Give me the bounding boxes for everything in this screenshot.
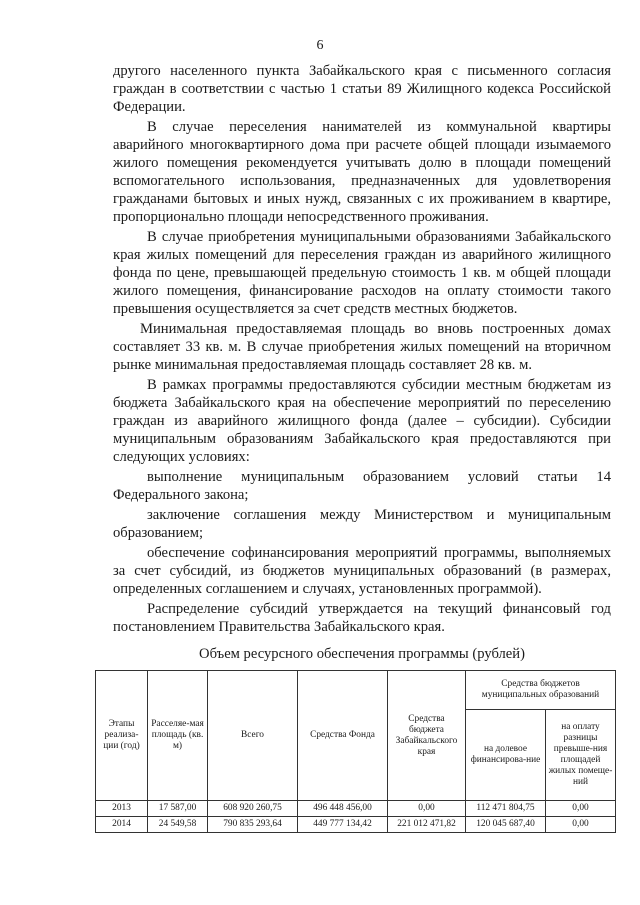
table-title: Объем ресурсного обеспечения программы (рублей)	[199, 646, 525, 662]
header-fund: Средства Фонда	[298, 671, 388, 801]
cell-area: 17 587,00	[148, 801, 208, 817]
header-total: Всего	[208, 671, 298, 801]
cell-share: 120 045 687,40	[466, 817, 546, 833]
header-stage: Этапы реализа-ции (год)	[96, 671, 148, 801]
cell-share: 112 471 804,75	[466, 801, 546, 817]
cell-regional: 0,00	[388, 801, 466, 817]
paragraph: В случае приобретения муниципальными образованиями Забайкальского края жилых помещений для переселения граждан из аварийного жилищного фонда по цене, превышающей предельную стоимость 1 кв. м общей площади жилого помещения, финансирование расходов на оплату стоимости такого превышения осуществляется за счет средств местных бюджетов.	[113, 229, 611, 317]
header-area: Расселяе-мая площадь (кв. м)	[148, 671, 208, 801]
cell-excess: 0,00	[546, 801, 616, 817]
header-regional: Средства бюджета Забайкальского края	[388, 671, 466, 801]
paragraph: Распределение субсидий утверждается на текущий финансовый год постановлением Правительства Забайкальского края.	[113, 601, 611, 635]
list-item: заключение соглашения между Министерством и муниципальным образованием;	[113, 507, 611, 541]
paragraph: Минимальная предоставляемая площадь во вновь построенных домах составляет 33 кв. м. В случае приобретения жилых помещений на вторичном рынке минимальная предоставляемая площадь составляет 28 кв. м.	[113, 321, 611, 373]
cell-total: 608 920 260,75	[208, 801, 298, 817]
document-body	[113, 62, 611, 663]
cell-fund: 496 448 456,00	[298, 801, 388, 817]
header-share: на долевое финансирова-ние	[466, 710, 546, 801]
list-item: выполнение муниципальным образованием условий статьи 14 Федерального закона;	[113, 469, 611, 503]
cell-excess: 0,00	[546, 817, 616, 833]
header-excess: на оплату разницы превыше-ния площадей жилых помеще-ний	[546, 710, 616, 801]
paragraph: другого населенного пункта Забайкальского края с письменного согласия граждан в соответствии с частью 1 статьи 89 Жилищного кодекса Российской Федерации.	[113, 63, 611, 115]
list-item: обеспечение софинансирования мероприятий программы, выполняемых за счет субсидий, из бюджетов муниципальных образований (в размерах, определенных соглашением и случаях, установленных программой).	[113, 545, 611, 597]
funding-table	[95, 670, 616, 833]
table-row	[96, 817, 616, 833]
cell-fund: 449 777 134,42	[298, 817, 388, 833]
header-municipal: Средства бюджетов муниципальных образований	[466, 671, 616, 710]
cell-year: 2013	[96, 801, 148, 817]
cell-area: 24 549,58	[148, 817, 208, 833]
paragraph: В случае переселения нанимателей из коммунальной квартиры аварийного многоквартирного дома при расчете общей площади изымаемого жилого помещения рекомендуется учитывать долю в площади помещений вспомогательного использования, предназначенных для удовлетворения гражданами бытовых и иных нужд, связанных с их проживанием в квартире, пропорционально площади непосредственного проживания.	[113, 119, 611, 225]
table-row	[96, 801, 616, 817]
page-number: 6	[316, 38, 324, 53]
cell-regional: 221 012 471,82	[388, 817, 466, 833]
cell-total: 790 835 293,64	[208, 817, 298, 833]
paragraph: В рамках программы предоставляются субсидии местным бюджетам из бюджета Забайкальского края на обеспечение мероприятий по переселению граждан из аварийного жилищного фонда (далее – субсидии). Субсидии муниципальным образованиям Забайкальского края предоставляются при следующих условиях:	[113, 377, 611, 465]
cell-year: 2014	[96, 817, 148, 833]
